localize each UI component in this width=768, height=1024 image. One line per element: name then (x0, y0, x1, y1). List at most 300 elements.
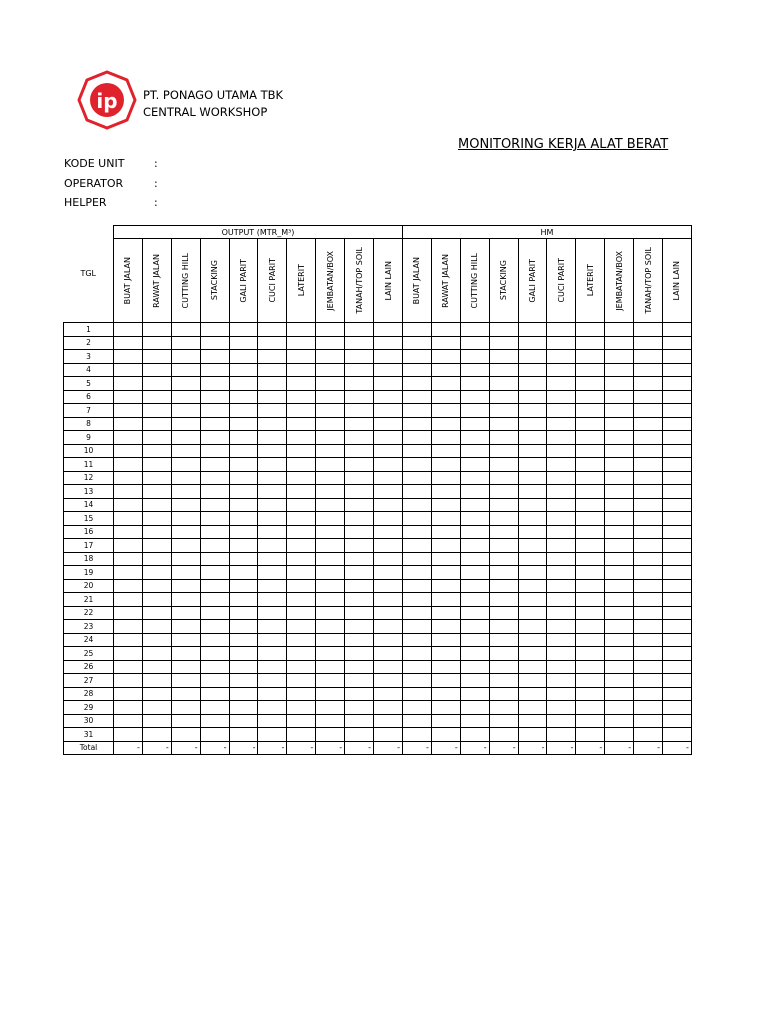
entry-cell[interactable] (229, 566, 258, 580)
entry-cell[interactable] (605, 390, 634, 404)
entry-cell[interactable] (605, 525, 634, 539)
entry-cell[interactable] (605, 377, 634, 391)
entry-cell[interactable] (663, 377, 692, 391)
entry-cell[interactable] (403, 728, 432, 742)
entry-cell[interactable] (518, 539, 547, 553)
entry-cell[interactable] (518, 552, 547, 566)
entry-cell[interactable] (171, 431, 200, 445)
entry-cell[interactable] (229, 444, 258, 458)
entry-cell[interactable] (547, 687, 576, 701)
entry-cell[interactable] (403, 350, 432, 364)
entry-cell[interactable] (634, 336, 663, 350)
entry-cell[interactable] (229, 431, 258, 445)
entry-cell[interactable] (171, 323, 200, 337)
entry-cell[interactable] (200, 539, 229, 553)
entry-cell[interactable] (605, 674, 634, 688)
entry-cell[interactable] (316, 485, 345, 499)
entry-cell[interactable] (316, 539, 345, 553)
entry-cell[interactable] (200, 606, 229, 620)
entry-cell[interactable] (258, 390, 287, 404)
entry-cell[interactable] (518, 728, 547, 742)
entry-cell[interactable] (605, 579, 634, 593)
entry-cell[interactable] (171, 552, 200, 566)
entry-cell[interactable] (374, 431, 403, 445)
entry-cell[interactable] (634, 552, 663, 566)
entry-cell[interactable] (634, 620, 663, 634)
entry-cell[interactable] (345, 606, 374, 620)
entry-cell[interactable] (489, 390, 518, 404)
entry-cell[interactable] (518, 512, 547, 526)
entry-cell[interactable] (171, 728, 200, 742)
entry-cell[interactable] (403, 458, 432, 472)
entry-cell[interactable] (605, 498, 634, 512)
entry-cell[interactable] (287, 458, 316, 472)
entry-cell[interactable] (431, 336, 460, 350)
entry-cell[interactable] (489, 363, 518, 377)
entry-cell[interactable] (114, 377, 143, 391)
entry-cell[interactable] (634, 431, 663, 445)
entry-cell[interactable] (489, 404, 518, 418)
entry-cell[interactable] (547, 539, 576, 553)
entry-cell[interactable] (229, 633, 258, 647)
entry-cell[interactable] (605, 620, 634, 634)
entry-cell[interactable] (200, 350, 229, 364)
entry-cell[interactable] (576, 525, 605, 539)
entry-cell[interactable] (460, 606, 489, 620)
entry-cell[interactable] (576, 444, 605, 458)
entry-cell[interactable] (229, 336, 258, 350)
entry-cell[interactable] (374, 458, 403, 472)
entry-cell[interactable] (287, 525, 316, 539)
entry-cell[interactable] (171, 404, 200, 418)
entry-cell[interactable] (258, 350, 287, 364)
entry-cell[interactable] (258, 363, 287, 377)
entry-cell[interactable] (431, 471, 460, 485)
entry-cell[interactable] (403, 431, 432, 445)
entry-cell[interactable] (114, 539, 143, 553)
entry-cell[interactable] (142, 431, 171, 445)
entry-cell[interactable] (316, 390, 345, 404)
entry-cell[interactable] (229, 620, 258, 634)
entry-cell[interactable] (431, 714, 460, 728)
entry-cell[interactable] (374, 728, 403, 742)
entry-cell[interactable] (345, 593, 374, 607)
entry-cell[interactable] (518, 579, 547, 593)
entry-cell[interactable] (460, 390, 489, 404)
entry-cell[interactable] (200, 525, 229, 539)
entry-cell[interactable] (229, 674, 258, 688)
entry-cell[interactable] (460, 566, 489, 580)
entry-cell[interactable] (431, 687, 460, 701)
entry-cell[interactable] (171, 485, 200, 499)
entry-cell[interactable] (663, 647, 692, 661)
entry-cell[interactable] (634, 498, 663, 512)
entry-cell[interactable] (576, 363, 605, 377)
entry-cell[interactable] (576, 579, 605, 593)
entry-cell[interactable] (605, 444, 634, 458)
entry-cell[interactable] (374, 498, 403, 512)
entry-cell[interactable] (431, 566, 460, 580)
entry-cell[interactable] (171, 701, 200, 715)
entry-cell[interactable] (200, 660, 229, 674)
entry-cell[interactable] (605, 660, 634, 674)
entry-cell[interactable] (374, 633, 403, 647)
entry-cell[interactable] (663, 660, 692, 674)
entry-cell[interactable] (663, 363, 692, 377)
entry-cell[interactable] (663, 485, 692, 499)
entry-cell[interactable] (663, 471, 692, 485)
entry-cell[interactable] (316, 350, 345, 364)
entry-cell[interactable] (663, 417, 692, 431)
entry-cell[interactable] (403, 701, 432, 715)
entry-cell[interactable] (547, 512, 576, 526)
entry-cell[interactable] (142, 363, 171, 377)
entry-cell[interactable] (200, 714, 229, 728)
entry-cell[interactable] (547, 525, 576, 539)
entry-cell[interactable] (258, 566, 287, 580)
entry-cell[interactable] (142, 620, 171, 634)
entry-cell[interactable] (200, 728, 229, 742)
entry-cell[interactable] (634, 485, 663, 499)
entry-cell[interactable] (316, 377, 345, 391)
entry-cell[interactable] (431, 701, 460, 715)
entry-cell[interactable] (663, 579, 692, 593)
entry-cell[interactable] (142, 323, 171, 337)
entry-cell[interactable] (258, 336, 287, 350)
entry-cell[interactable] (114, 390, 143, 404)
entry-cell[interactable] (316, 633, 345, 647)
entry-cell[interactable] (518, 606, 547, 620)
entry-cell[interactable] (114, 674, 143, 688)
entry-cell[interactable] (663, 525, 692, 539)
entry-cell[interactable] (489, 674, 518, 688)
entry-cell[interactable] (547, 593, 576, 607)
entry-cell[interactable] (374, 444, 403, 458)
entry-cell[interactable] (576, 471, 605, 485)
entry-cell[interactable] (345, 620, 374, 634)
entry-cell[interactable] (634, 633, 663, 647)
entry-cell[interactable] (142, 485, 171, 499)
entry-cell[interactable] (200, 647, 229, 661)
entry-cell[interactable] (171, 566, 200, 580)
entry-cell[interactable] (258, 431, 287, 445)
entry-cell[interactable] (142, 377, 171, 391)
entry-cell[interactable] (114, 660, 143, 674)
entry-cell[interactable] (316, 471, 345, 485)
entry-cell[interactable] (287, 336, 316, 350)
entry-cell[interactable] (634, 566, 663, 580)
entry-cell[interactable] (634, 417, 663, 431)
entry-cell[interactable] (114, 701, 143, 715)
entry-cell[interactable] (114, 471, 143, 485)
entry-cell[interactable] (171, 674, 200, 688)
entry-cell[interactable] (605, 714, 634, 728)
entry-cell[interactable] (576, 566, 605, 580)
entry-cell[interactable] (258, 647, 287, 661)
entry-cell[interactable] (345, 471, 374, 485)
entry-cell[interactable] (547, 701, 576, 715)
entry-cell[interactable] (489, 336, 518, 350)
entry-cell[interactable] (171, 579, 200, 593)
entry-cell[interactable] (576, 674, 605, 688)
entry-cell[interactable] (171, 512, 200, 526)
entry-cell[interactable] (258, 687, 287, 701)
entry-cell[interactable] (605, 350, 634, 364)
entry-cell[interactable] (114, 363, 143, 377)
entry-cell[interactable] (403, 687, 432, 701)
entry-cell[interactable] (258, 485, 287, 499)
entry-cell[interactable] (229, 512, 258, 526)
entry-cell[interactable] (287, 701, 316, 715)
entry-cell[interactable] (200, 485, 229, 499)
entry-cell[interactable] (605, 512, 634, 526)
entry-cell[interactable] (605, 593, 634, 607)
entry-cell[interactable] (200, 498, 229, 512)
entry-cell[interactable] (431, 647, 460, 661)
entry-cell[interactable] (171, 660, 200, 674)
entry-cell[interactable] (374, 579, 403, 593)
entry-cell[interactable] (142, 701, 171, 715)
entry-cell[interactable] (431, 458, 460, 472)
entry-cell[interactable] (287, 728, 316, 742)
entry-cell[interactable] (229, 471, 258, 485)
entry-cell[interactable] (547, 633, 576, 647)
entry-cell[interactable] (142, 674, 171, 688)
entry-cell[interactable] (518, 363, 547, 377)
entry-cell[interactable] (200, 512, 229, 526)
entry-cell[interactable] (114, 714, 143, 728)
entry-cell[interactable] (114, 485, 143, 499)
entry-cell[interactable] (287, 687, 316, 701)
entry-cell[interactable] (229, 404, 258, 418)
entry-cell[interactable] (229, 390, 258, 404)
entry-cell[interactable] (316, 566, 345, 580)
entry-cell[interactable] (460, 728, 489, 742)
entry-cell[interactable] (547, 579, 576, 593)
entry-cell[interactable] (287, 552, 316, 566)
entry-cell[interactable] (634, 444, 663, 458)
entry-cell[interactable] (518, 336, 547, 350)
entry-cell[interactable] (431, 431, 460, 445)
entry-cell[interactable] (114, 323, 143, 337)
entry-cell[interactable] (316, 687, 345, 701)
entry-cell[interactable] (460, 539, 489, 553)
entry-cell[interactable] (316, 458, 345, 472)
entry-cell[interactable] (634, 471, 663, 485)
entry-cell[interactable] (171, 350, 200, 364)
entry-cell[interactable] (431, 444, 460, 458)
entry-cell[interactable] (316, 336, 345, 350)
entry-cell[interactable] (403, 323, 432, 337)
entry-cell[interactable] (518, 390, 547, 404)
entry-cell[interactable] (114, 512, 143, 526)
entry-cell[interactable] (403, 377, 432, 391)
entry-cell[interactable] (229, 714, 258, 728)
entry-cell[interactable] (460, 404, 489, 418)
entry-cell[interactable] (114, 350, 143, 364)
entry-cell[interactable] (460, 593, 489, 607)
entry-cell[interactable] (489, 687, 518, 701)
entry-cell[interactable] (171, 363, 200, 377)
entry-cell[interactable] (460, 485, 489, 499)
entry-cell[interactable] (345, 350, 374, 364)
entry-cell[interactable] (374, 674, 403, 688)
entry-cell[interactable] (605, 431, 634, 445)
entry-cell[interactable] (200, 458, 229, 472)
entry-cell[interactable] (663, 566, 692, 580)
entry-cell[interactable] (489, 539, 518, 553)
entry-cell[interactable] (576, 687, 605, 701)
entry-cell[interactable] (634, 404, 663, 418)
entry-cell[interactable] (634, 714, 663, 728)
entry-cell[interactable] (403, 539, 432, 553)
entry-cell[interactable] (374, 363, 403, 377)
entry-cell[interactable] (258, 417, 287, 431)
entry-cell[interactable] (200, 552, 229, 566)
entry-cell[interactable] (547, 485, 576, 499)
entry-cell[interactable] (287, 674, 316, 688)
entry-cell[interactable] (576, 404, 605, 418)
entry-cell[interactable] (171, 525, 200, 539)
entry-cell[interactable] (576, 728, 605, 742)
entry-cell[interactable] (460, 512, 489, 526)
entry-cell[interactable] (605, 471, 634, 485)
entry-cell[interactable] (547, 336, 576, 350)
entry-cell[interactable] (287, 539, 316, 553)
entry-cell[interactable] (403, 485, 432, 499)
entry-cell[interactable] (547, 431, 576, 445)
entry-cell[interactable] (287, 714, 316, 728)
entry-cell[interactable] (431, 552, 460, 566)
entry-cell[interactable] (663, 431, 692, 445)
entry-cell[interactable] (403, 336, 432, 350)
entry-cell[interactable] (431, 620, 460, 634)
entry-cell[interactable] (634, 660, 663, 674)
entry-cell[interactable] (576, 377, 605, 391)
entry-cell[interactable] (287, 323, 316, 337)
entry-cell[interactable] (576, 417, 605, 431)
entry-cell[interactable] (518, 647, 547, 661)
entry-cell[interactable] (142, 458, 171, 472)
entry-cell[interactable] (142, 552, 171, 566)
entry-cell[interactable] (258, 633, 287, 647)
entry-cell[interactable] (403, 714, 432, 728)
entry-cell[interactable] (634, 579, 663, 593)
entry-cell[interactable] (287, 444, 316, 458)
entry-cell[interactable] (142, 660, 171, 674)
entry-cell[interactable] (171, 593, 200, 607)
entry-cell[interactable] (663, 512, 692, 526)
entry-cell[interactable] (431, 660, 460, 674)
entry-cell[interactable] (229, 593, 258, 607)
entry-cell[interactable] (258, 377, 287, 391)
entry-cell[interactable] (547, 552, 576, 566)
entry-cell[interactable] (431, 485, 460, 499)
entry-cell[interactable] (374, 660, 403, 674)
entry-cell[interactable] (605, 701, 634, 715)
entry-cell[interactable] (287, 485, 316, 499)
entry-cell[interactable] (518, 566, 547, 580)
entry-cell[interactable] (663, 336, 692, 350)
entry-cell[interactable] (287, 620, 316, 634)
entry-cell[interactable] (403, 593, 432, 607)
entry-cell[interactable] (142, 728, 171, 742)
entry-cell[interactable] (316, 444, 345, 458)
entry-cell[interactable] (489, 552, 518, 566)
entry-cell[interactable] (229, 363, 258, 377)
entry-cell[interactable] (200, 444, 229, 458)
entry-cell[interactable] (142, 444, 171, 458)
entry-cell[interactable] (634, 728, 663, 742)
entry-cell[interactable] (547, 498, 576, 512)
entry-cell[interactable] (634, 539, 663, 553)
entry-cell[interactable] (316, 701, 345, 715)
entry-cell[interactable] (576, 336, 605, 350)
entry-cell[interactable] (142, 647, 171, 661)
entry-cell[interactable] (605, 458, 634, 472)
entry-cell[interactable] (489, 431, 518, 445)
entry-cell[interactable] (142, 404, 171, 418)
entry-cell[interactable] (460, 417, 489, 431)
entry-cell[interactable] (663, 728, 692, 742)
entry-cell[interactable] (345, 512, 374, 526)
entry-cell[interactable] (518, 485, 547, 499)
entry-cell[interactable] (316, 498, 345, 512)
entry-cell[interactable] (460, 336, 489, 350)
entry-cell[interactable] (200, 674, 229, 688)
entry-cell[interactable] (663, 701, 692, 715)
entry-cell[interactable] (605, 485, 634, 499)
entry-cell[interactable] (518, 350, 547, 364)
entry-cell[interactable] (345, 687, 374, 701)
entry-cell[interactable] (374, 593, 403, 607)
entry-cell[interactable] (287, 633, 316, 647)
entry-cell[interactable] (518, 377, 547, 391)
entry-cell[interactable] (663, 404, 692, 418)
entry-cell[interactable] (489, 593, 518, 607)
entry-cell[interactable] (287, 660, 316, 674)
entry-cell[interactable] (229, 606, 258, 620)
entry-cell[interactable] (229, 525, 258, 539)
entry-cell[interactable] (605, 647, 634, 661)
entry-cell[interactable] (229, 323, 258, 337)
entry-cell[interactable] (258, 579, 287, 593)
entry-cell[interactable] (663, 714, 692, 728)
entry-cell[interactable] (374, 525, 403, 539)
entry-cell[interactable] (576, 485, 605, 499)
entry-cell[interactable] (258, 404, 287, 418)
entry-cell[interactable] (258, 552, 287, 566)
entry-cell[interactable] (518, 633, 547, 647)
entry-cell[interactable] (258, 458, 287, 472)
entry-cell[interactable] (605, 606, 634, 620)
entry-cell[interactable] (431, 606, 460, 620)
entry-cell[interactable] (114, 566, 143, 580)
entry-cell[interactable] (316, 552, 345, 566)
entry-cell[interactable] (460, 431, 489, 445)
entry-cell[interactable] (287, 377, 316, 391)
entry-cell[interactable] (431, 363, 460, 377)
entry-cell[interactable] (403, 417, 432, 431)
entry-cell[interactable] (605, 539, 634, 553)
entry-cell[interactable] (605, 404, 634, 418)
entry-cell[interactable] (403, 444, 432, 458)
entry-cell[interactable] (345, 660, 374, 674)
entry-cell[interactable] (460, 323, 489, 337)
entry-cell[interactable] (374, 417, 403, 431)
entry-cell[interactable] (114, 728, 143, 742)
entry-cell[interactable] (518, 620, 547, 634)
